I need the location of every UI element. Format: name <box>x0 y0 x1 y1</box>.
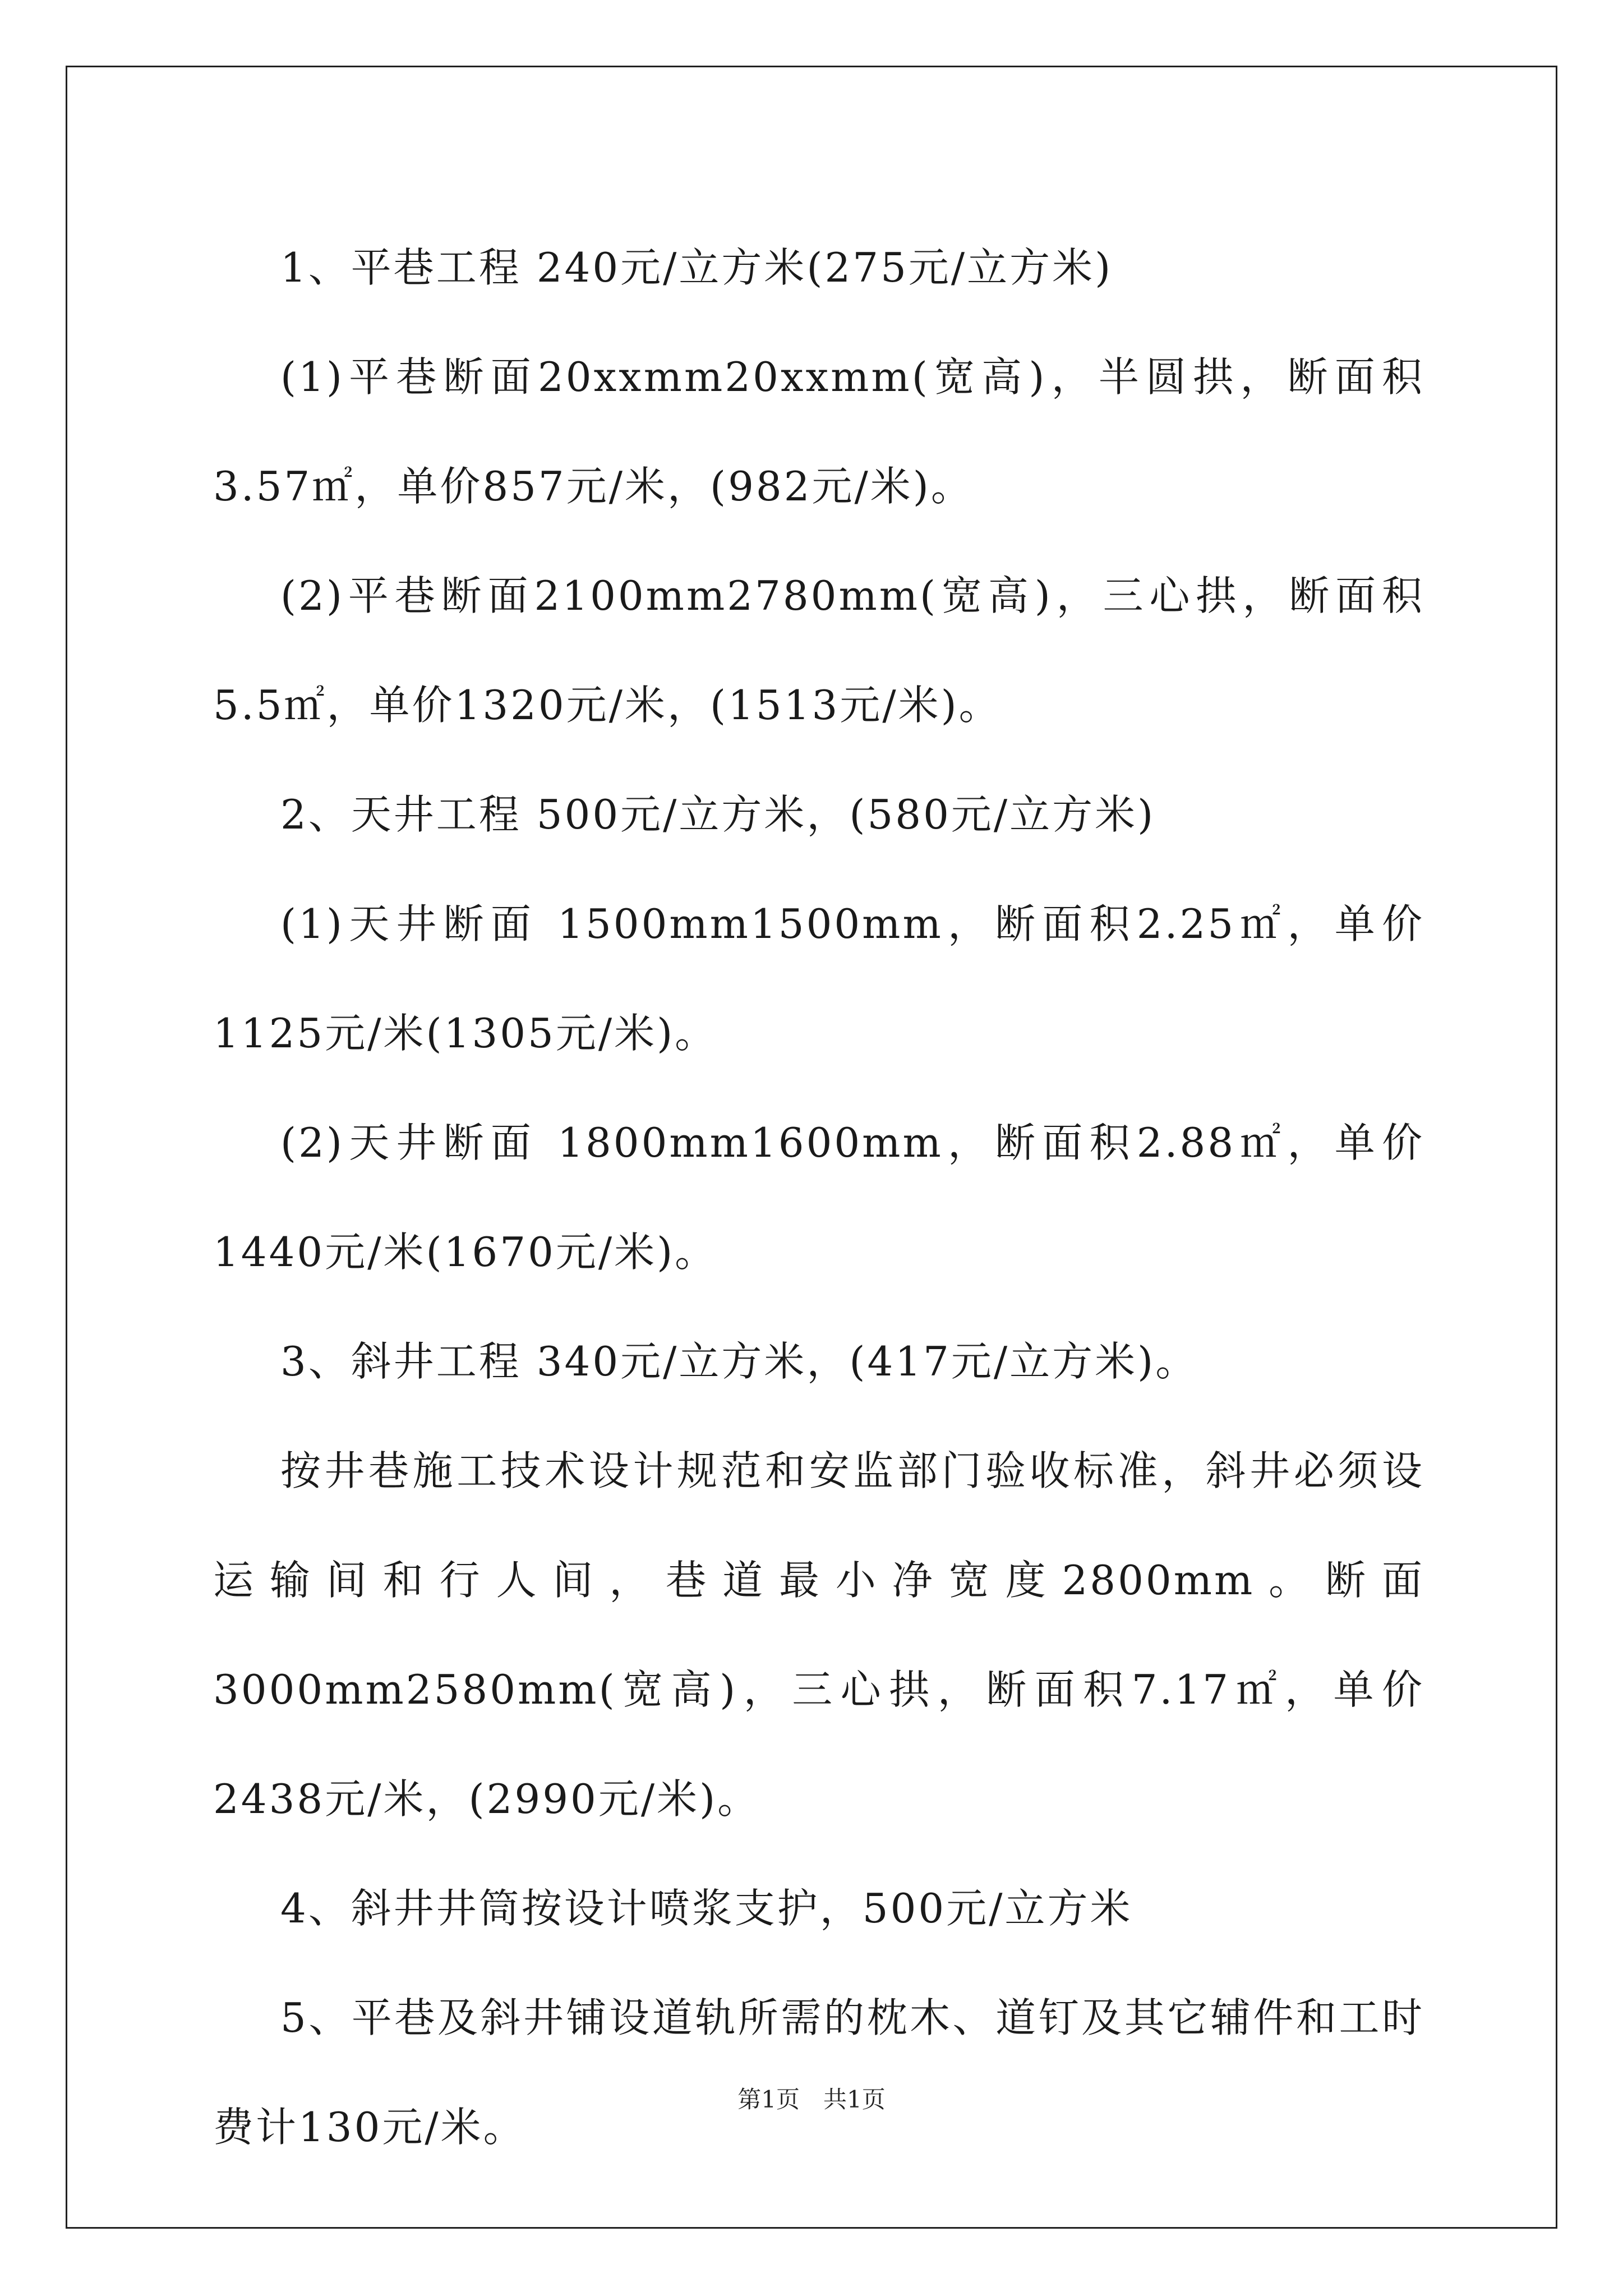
paragraph-2: (1)平巷断面20xxmm20xxmm(宽高)，半圆拱，断面积3.57㎡，单价857元/米，(982元/米)。 <box>213 353 1424 510</box>
page-number-footer: 第1页 共1页 <box>737 2086 886 2113</box>
paragraph-6: (2)天井断面 1800mm1600mm，断面积2.88㎡，单价1440元/米(1670元/米)。 <box>213 1119 1424 1276</box>
paragraph-9: 4、斜井井筒按设计喷浆支护，500元/立方米 <box>280 1885 1133 1932</box>
paragraph-7: 3、斜井工程 340元/立方米，(417元/立方米)。 <box>280 1338 1198 1385</box>
paragraph-10: 5、平巷及斜井铺设道轨所需的枕木、道钉及其它辅件和工时费计130元/米。 <box>213 1994 1424 2151</box>
paragraph-8: 按井巷施工技术设计规范和安监部门验收标准，斜井必须设运输间和行人间，巷道最小净宽度2800mm。断面3000mm2580mm(宽高)，三心拱，断面积7.17㎡，单价2438元/米，(2990元/米)。 <box>213 1447 1424 1823</box>
document-body <box>213 213 1424 2182</box>
paragraph-3: (2)平巷断面2100mm2780mm(宽高)，三心拱，断面积5.5㎡，单价1320元/米，(1513元/米)。 <box>213 572 1424 729</box>
paragraph-4: 2、天井工程 500元/立方米，(580元/立方米) <box>280 791 1156 838</box>
paragraph-5: (1)天井断面 1500mm1500mm，断面积2.25㎡，单价1125元/米(1305元/米)。 <box>213 900 1424 1057</box>
paragraph-1: 1、平巷工程 240元/立方米(275元/立方米) <box>280 244 1113 291</box>
